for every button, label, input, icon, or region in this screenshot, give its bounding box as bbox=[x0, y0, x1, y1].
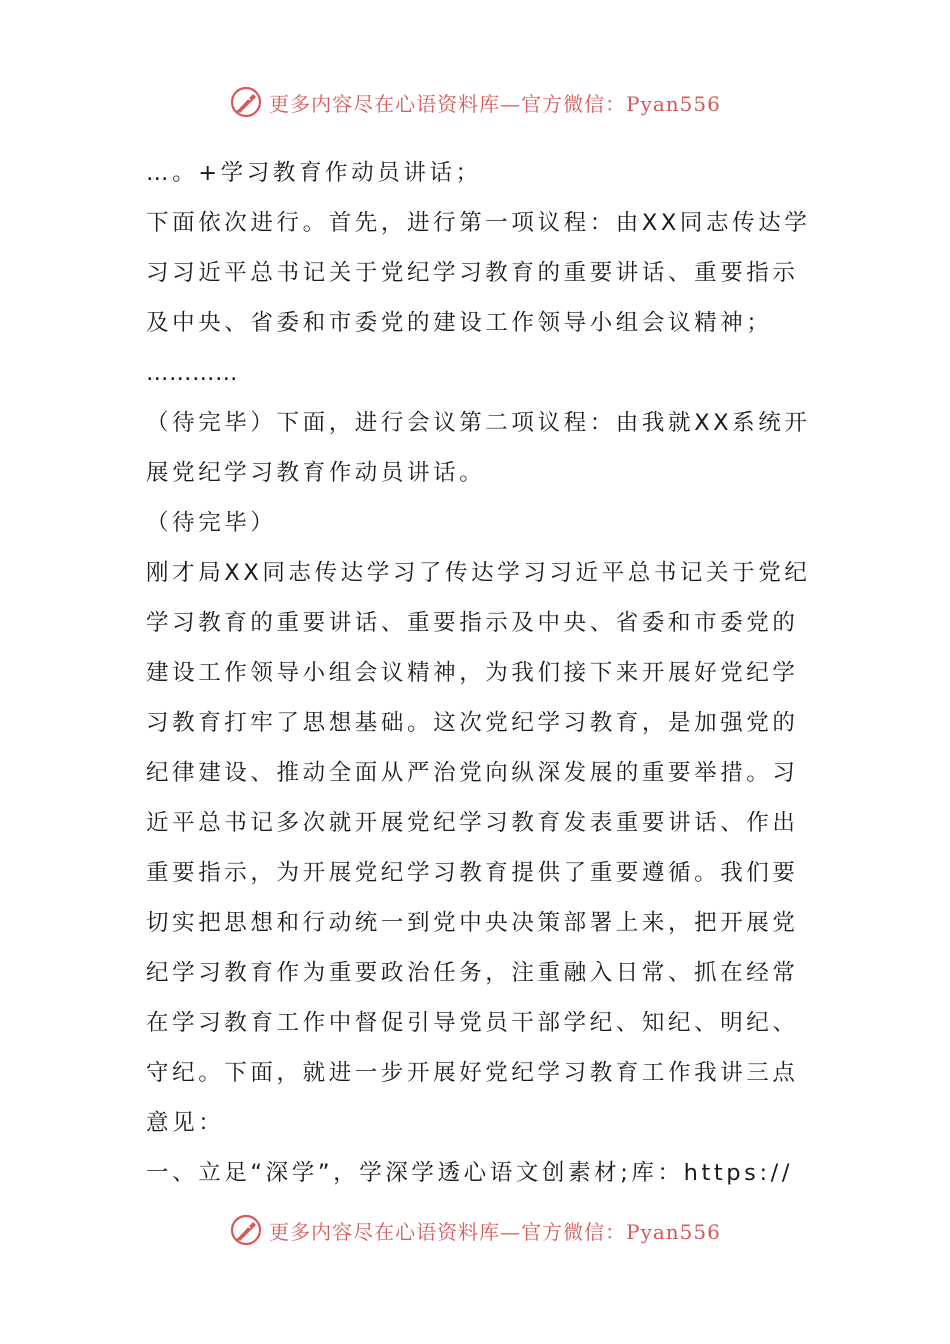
text-line: …。+学习教育作动员讲话； bbox=[146, 160, 482, 186]
pen-circle-logo-icon bbox=[229, 85, 263, 119]
document-body bbox=[146, 148, 811, 1198]
text-line: 纪律建设、推动全面从严治党向纵深发展的重要举措。习 bbox=[146, 760, 799, 786]
text-line: 重要指示，为开展党纪学习教育提供了重要遵循。我们要 bbox=[146, 860, 799, 886]
pen-circle-logo-icon bbox=[229, 1213, 263, 1247]
text-line: 纪学习教育作为重要政治任务，注重融入日常、抓在经常 bbox=[146, 960, 799, 986]
text-line: 守纪。下面，就进一步开展好党纪学习教育工作我讲三点 bbox=[146, 1060, 799, 1086]
text-line: 习教育打牢了思想基础。这次党纪学习教育，是加强党的 bbox=[146, 710, 799, 736]
text-line: ………… bbox=[146, 360, 238, 386]
text-line: 切实把思想和行动统一到党中央决策部署上来，把开展党 bbox=[146, 910, 799, 936]
text-line: 近平总书记多次就开展党纪学习教育发表重要讲话、作出 bbox=[146, 810, 799, 836]
watermark-text: 更多内容尽在心语资料库—官方微信：Pyan556 bbox=[269, 1219, 721, 1244]
watermark-text: 更多内容尽在心语资料库—官方微信：Pyan556 bbox=[269, 91, 721, 116]
text-line: 一、立足“深学”，学深学透心语文创素材;库：https:// bbox=[146, 1160, 794, 1186]
text-line: 学习教育的重要讲话、重要指示及中央、省委和市委党的 bbox=[146, 610, 799, 636]
text-line: （待完毕） bbox=[146, 510, 277, 536]
text-line: 展党纪学习教育作动员讲话。 bbox=[146, 460, 486, 486]
header-watermark bbox=[0, 82, 950, 122]
text-line: 下面依次进行。首先，进行第一项议程：由XX同志传达学 bbox=[146, 210, 811, 236]
text-line: 建设工作领导小组会议精神，为我们接下来开展好党纪学 bbox=[146, 660, 799, 686]
footer-watermark bbox=[0, 1210, 950, 1250]
text-line: 在学习教育工作中督促引导党员干部学纪、知纪、明纪、 bbox=[146, 1010, 799, 1036]
text-line: （待完毕）下面，进行会议第二项议程：由我就XX系统开 bbox=[146, 410, 811, 436]
text-line: 刚才局XX同志传达学习了传达学习习近平总书记关于党纪 bbox=[146, 560, 811, 586]
text-line: 及中央、省委和市委党的建设工作领导小组会议精神； bbox=[146, 310, 773, 336]
text-line: 意见： bbox=[146, 1110, 225, 1136]
text-line: 习习近平总书记关于党纪学习教育的重要讲话、重要指示 bbox=[146, 260, 799, 286]
